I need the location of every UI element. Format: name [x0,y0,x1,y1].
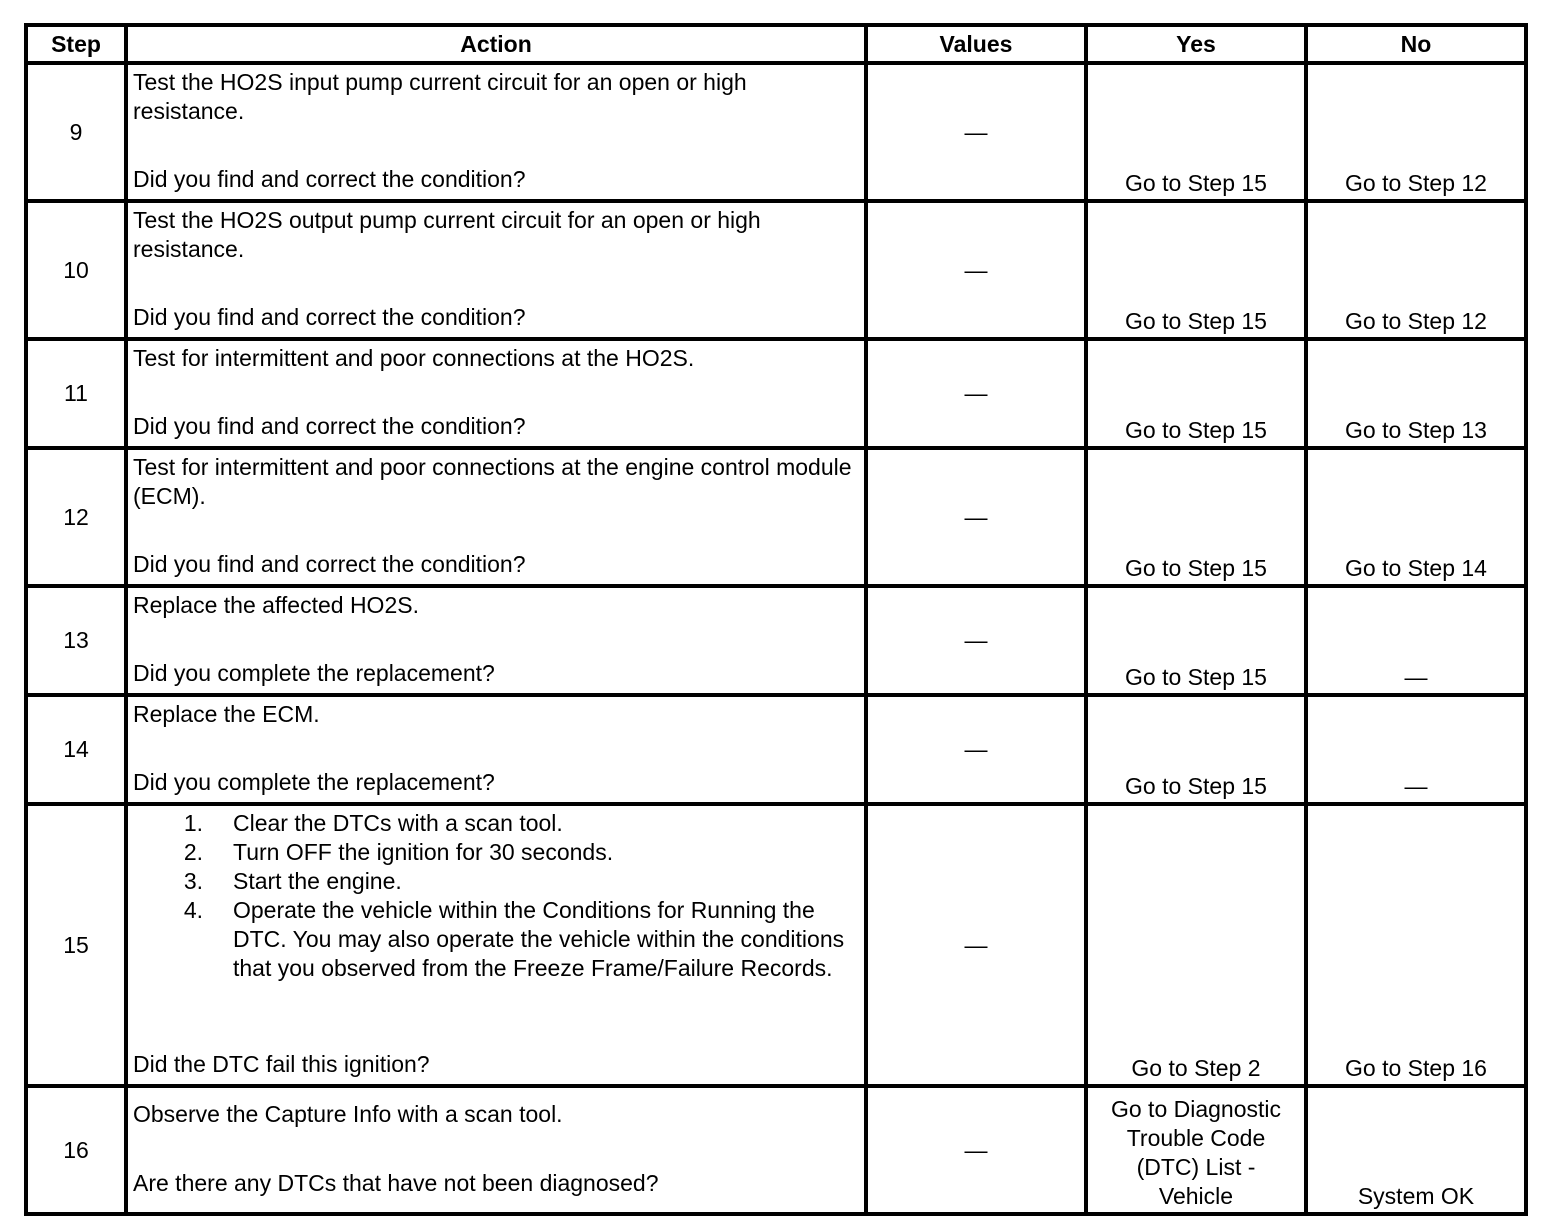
values-cell: — [866,695,1086,804]
yes-cell [1086,1086,1306,1214]
step-number: 15 [26,804,126,1086]
action-cell [126,695,866,804]
table-row [26,448,1526,586]
yes-text: Go to Step 15 [1125,308,1267,334]
action-cell [126,1086,866,1214]
values-cell: — [866,586,1086,695]
no-text: — [1404,773,1428,799]
procedure-item [133,867,858,896]
action-question: Did you complete the replacement? [133,660,495,686]
no-cell [1306,586,1526,695]
no-text: Go to Step 12 [1345,308,1487,334]
header-values: Values [866,25,1086,63]
yes-cell [1086,695,1306,804]
step-number: 13 [26,586,126,695]
values-cell: — [866,804,1086,1086]
yes-cell [1086,586,1306,695]
action-text: Replace the affected HO2S. [133,592,419,618]
step-number: 12 [26,448,126,586]
diagnostic-table [24,23,1528,1216]
no-text: System OK [1357,1183,1475,1209]
action-text: Test the HO2S input pump current circuit for an open or high resistance. [133,69,747,124]
header-no: No [1306,25,1526,63]
no-cell [1306,695,1526,804]
yes-text: Go to Step 15 [1125,773,1267,799]
action-text: Replace the ECM. [133,701,320,727]
action-question: Did you find and correct the condition? [133,166,526,192]
action-cell [126,339,866,448]
action-text: Test the HO2S output pump current circuit for an open or high resistance. [133,207,761,262]
no-text: Go to Step 13 [1345,417,1487,443]
yes-cell [1086,63,1306,201]
action-cell [126,586,866,695]
yes-cell [1086,804,1306,1086]
no-cell [1306,63,1526,201]
table-row [26,586,1526,695]
step-number: 11 [26,339,126,448]
yes-text: Go to Step 15 [1125,555,1267,581]
procedure-item-text: Clear the DTCs with a scan tool. [233,810,563,836]
yes-text: Go to Step 15 [1125,664,1267,690]
yes-text: Go to Step 15 [1125,417,1267,443]
procedure-item-text: Turn OFF the ignition for 30 seconds. [233,839,614,865]
procedure-item-number: 1. [183,810,203,836]
action-text: Observe the Capture Info with a scan tool. [133,1101,563,1127]
procedure-item-number: 3. [183,868,203,894]
no-cell [1306,448,1526,586]
no-text: — [1404,664,1428,690]
step-number: 14 [26,695,126,804]
action-text: Test for intermittent and poor connections at the engine control module (ECM). [133,454,852,509]
values-cell: — [866,63,1086,201]
table-row [26,804,1526,1086]
header-step: Step [26,25,126,63]
procedure-item-text: Operate the vehicle within the Conditions for Running the DTC. You may also operate the vehicle within the conditions that you observed from the Freeze Frame/Failure Records. [233,897,845,981]
yes-cell [1086,339,1306,448]
values-cell: — [866,201,1086,339]
procedure-item [133,809,858,838]
table-row [26,1086,1526,1214]
values-cell: — [866,1086,1086,1214]
yes-text: Go to Step 2 [1131,1055,1261,1081]
action-question: Did you find and correct the condition? [133,413,526,439]
table-row [26,201,1526,339]
action-question: Are there any DTCs that have not been diagnosed? [133,1170,659,1196]
step-number: 10 [26,201,126,339]
values-cell: — [866,339,1086,448]
table-row [26,63,1526,201]
procedure-list [133,809,858,983]
yes-cell [1086,448,1306,586]
action-question: Did you find and correct the condition? [133,551,526,577]
step-number: 16 [26,1086,126,1214]
procedure-item-number: 4. [183,897,203,923]
no-cell [1306,339,1526,448]
yes-text: Go to Step 15 [1125,170,1267,196]
no-text: Go to Step 12 [1345,170,1487,196]
no-cell [1306,1086,1526,1214]
header-action: Action [126,25,866,63]
no-cell [1306,201,1526,339]
header-yes: Yes [1086,25,1306,63]
action-text: Test for intermittent and poor connections at the HO2S. [133,345,695,371]
action-cell [126,804,866,1086]
action-question: Did you find and correct the condition? [133,304,526,330]
table-row [26,695,1526,804]
action-cell [126,448,866,586]
header-row [26,25,1526,63]
no-cell [1306,804,1526,1086]
no-text: Go to Step 14 [1345,555,1487,581]
action-question: Did you complete the replacement? [133,769,495,795]
no-text: Go to Step 16 [1345,1055,1487,1081]
procedure-item [133,838,858,867]
action-cell [126,63,866,201]
yes-text: Go to Diagnostic Trouble Code (DTC) List - Vehicle [1110,1096,1282,1209]
procedure-item-number: 2. [183,839,203,865]
step-number: 9 [26,63,126,201]
procedure-item [133,896,858,983]
table-row [26,339,1526,448]
values-cell: — [866,448,1086,586]
action-question: Did the DTC fail this ignition? [133,1051,430,1077]
procedure-item-text: Start the engine. [233,868,402,894]
action-cell [126,201,866,339]
yes-cell [1086,201,1306,339]
